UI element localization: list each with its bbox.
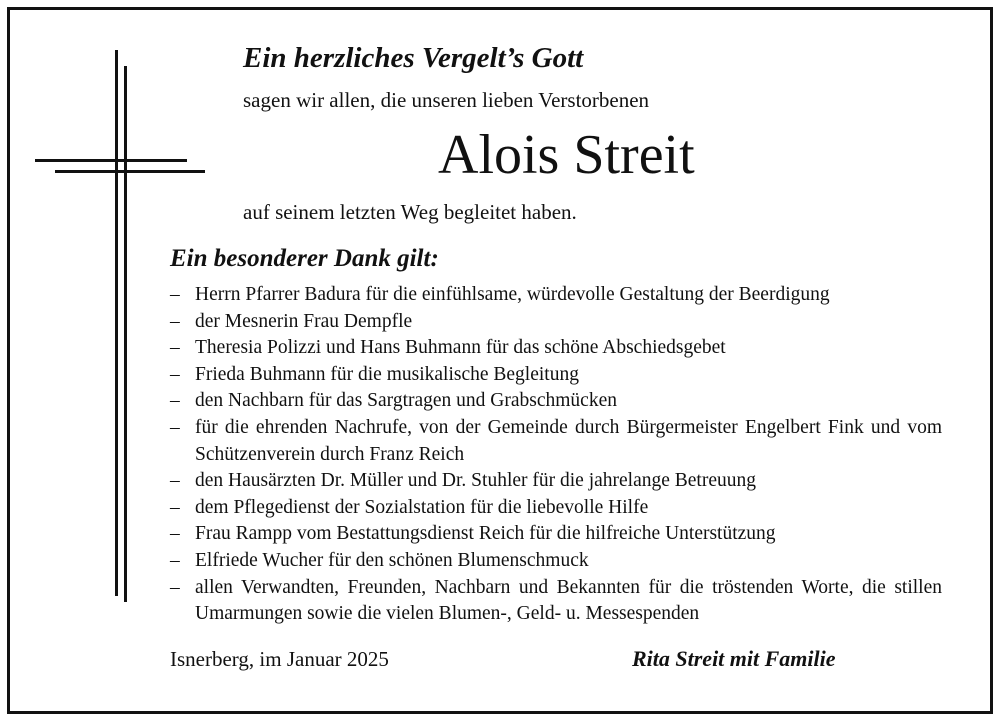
outro-text: auf seinem letzten Weg begleitet haben. bbox=[243, 200, 577, 224]
dash-bullet: – bbox=[170, 310, 180, 332]
list-item-text: dem Pflegedienst der Sozialstation für die liebevolle Hilfe bbox=[195, 496, 649, 518]
list-item bbox=[170, 362, 942, 389]
dash-bullet: – bbox=[170, 337, 180, 359]
list-item bbox=[170, 309, 942, 336]
list-item bbox=[170, 335, 942, 362]
thanks-title: Ein herzliches Vergelt’s Gott bbox=[243, 42, 584, 74]
list-item-text: der Mesnerin Frau Dempfle bbox=[195, 310, 413, 332]
list-item-text: für die ehrenden Nachrufe, von der Gemeinde durch Bürgermeister Engelbert Fink und vom Schützenverein durch Franz Reich bbox=[195, 416, 942, 465]
dash-bullet: – bbox=[170, 523, 180, 545]
list-item bbox=[170, 282, 942, 309]
list-item-text: Frau Rampp vom Bestattungsdienst Reich für die hilfreiche Unterstützung bbox=[195, 523, 776, 545]
intro-text: sagen wir allen, die unseren lieben Verstorbenen bbox=[243, 88, 650, 112]
list-item-text: Herrn Pfarrer Badura für die einfühlsame, würdevolle Gestaltung der Beerdigung bbox=[195, 284, 830, 305]
list-item bbox=[170, 548, 942, 575]
dash-bullet: – bbox=[170, 416, 180, 438]
list-item-text: den Nachbarn für das Sargtragen und Grabschmücken bbox=[195, 390, 617, 412]
place-date: Isnerberg, im Januar 2025 bbox=[170, 647, 389, 671]
list-item-text: den Hausärzten Dr. Müller und Dr. Stuhler für die jahrelange Betreuung bbox=[195, 470, 756, 492]
thanks-list bbox=[170, 282, 942, 628]
list-item bbox=[170, 415, 942, 468]
dash-bullet: – bbox=[170, 549, 180, 571]
list-item-text: allen Verwandten, Freunden, Nachbarn und Bekannten für die tröstenden Worte, die stillen Umarmungen sowie die vielen Blumen-, Geld- u. Messespenden bbox=[195, 576, 942, 625]
list-item-text: Frieda Buhmann für die musikalische Begleitung bbox=[195, 363, 579, 385]
list-item bbox=[170, 495, 942, 522]
deceased-name: Alois Streit bbox=[438, 124, 695, 186]
list-item bbox=[170, 575, 942, 628]
list-item bbox=[170, 388, 942, 415]
dash-bullet: – bbox=[170, 390, 180, 412]
list-item-text: Elfriede Wucher für den schönen Blumenschmuck bbox=[195, 549, 589, 571]
dash-bullet: – bbox=[170, 284, 180, 305]
special-thanks-heading: Ein besonderer Dank gilt: bbox=[170, 245, 439, 272]
list-item bbox=[170, 521, 942, 548]
dash-bullet: – bbox=[170, 496, 180, 518]
dash-bullet: – bbox=[170, 576, 180, 598]
list-item bbox=[170, 468, 942, 495]
family-signature: Rita Streit mit Familie bbox=[632, 646, 836, 671]
dash-bullet: – bbox=[170, 470, 180, 492]
list-item-text: Theresia Polizzi und Hans Buhmann für das schöne Abschiedsgebet bbox=[195, 337, 726, 359]
dash-bullet: – bbox=[170, 363, 180, 385]
